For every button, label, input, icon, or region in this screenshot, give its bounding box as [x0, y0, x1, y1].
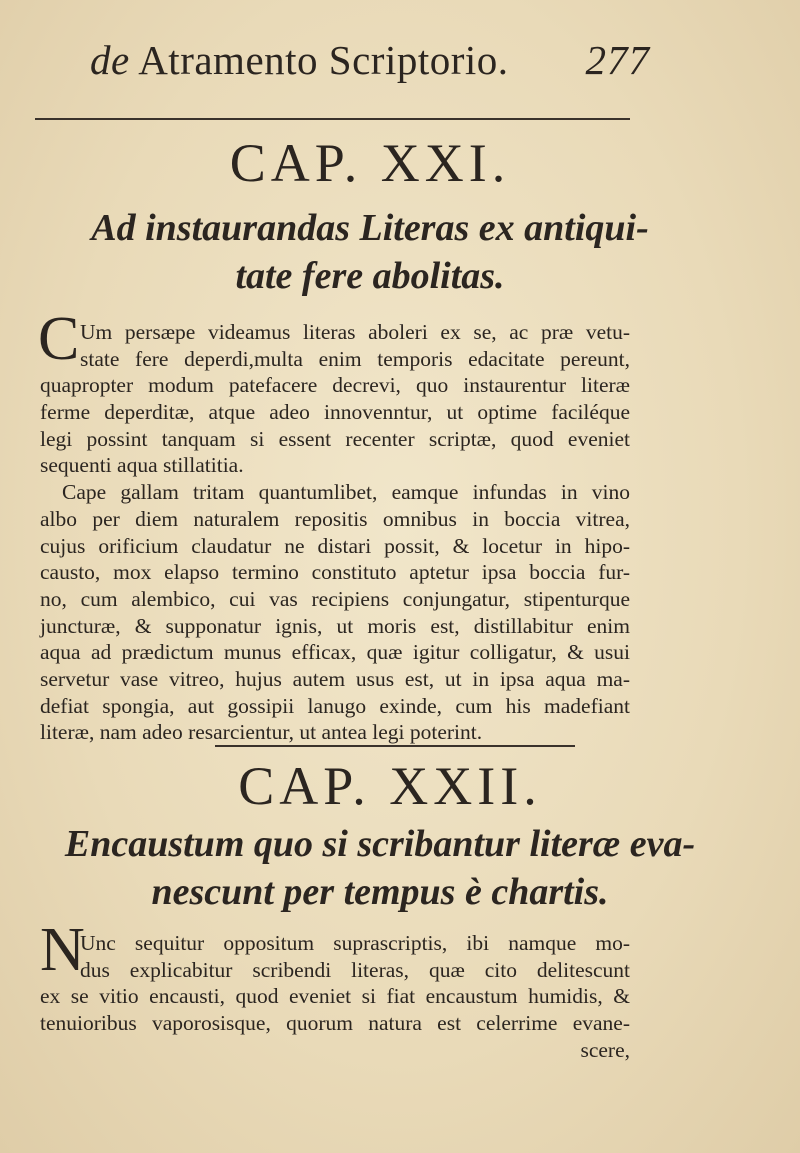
chapter-heading-22: CAP. XXII.	[238, 756, 542, 816]
text-line: literæ, nam adeo resarcientur, ut antea legi poterint.	[40, 720, 483, 745]
chapter-subtitle-21	[0, 204, 770, 300]
drop-cap-21: C	[38, 305, 80, 373]
text-line: servetur vase vitreo, hujus autem usus est, ut in ipsa aqua ma-	[40, 666, 630, 691]
chapter-subtitle-22	[0, 820, 780, 916]
text-line: aqua ad prædictum munus efficax, quæ igitur colligatur, & usui	[40, 640, 630, 665]
text-line: quapropter modum patefacere decrevi, quo instaurentur literæ	[40, 373, 630, 398]
running-head	[90, 36, 650, 86]
chapter-heading-21: CAP. XXI.	[229, 133, 511, 193]
text-line: Um persæpe videamus literas aboleri ex se, ac præ vetu-	[80, 320, 630, 344]
text-line: juncturæ, & supponatur ignis, ut moris est, distillabitur enim	[40, 613, 630, 638]
chapter-subtitle-21-line-1: Ad instaurandas Literas ex antiqui-	[91, 207, 649, 249]
text-line: ferme deperditæ, atque adeo innovenntur, ut optime faciléque	[40, 400, 630, 425]
text-line: Cape gallam tritam quantumlibet, eamque infundas in vino	[62, 480, 630, 505]
chapter-subtitle-22-line-1: Encaustum quo si scribantur literæ eva-	[64, 823, 696, 865]
text-line: ex se vitio encausti, quod eveniet si fiat encaustum humidis, &	[40, 984, 630, 1009]
chapter-subtitle-21-line-2: tate fere abolitas.	[235, 255, 505, 297]
header-rule	[35, 118, 630, 120]
catchword: scere,	[580, 1037, 630, 1062]
section-rule	[215, 745, 575, 747]
text-line: cujus orificium claudatur ne distari possit, & locetur in hipo-	[40, 533, 630, 558]
running-title	[90, 36, 509, 84]
text-line: albo per diem naturalem repositis omnibus in boccia vitrea,	[40, 506, 630, 531]
running-title-italic: de	[90, 37, 130, 83]
text-line: causto, mox elapso termino constituto aptetur ipsa boccia fur-	[40, 560, 630, 585]
drop-cap-22: N	[40, 916, 85, 984]
text-line: sequenti aqua stillatitia.	[40, 453, 244, 478]
text-line: Unc sequitur oppositum suprascriptis, ibi namque mo-	[80, 931, 630, 955]
chapter-21-body	[40, 319, 630, 746]
text-line: defiat spongia, aut gossipii lanugo exinde, cum his madefiant	[40, 693, 630, 718]
text-line: no, cum alembico, cui vas recipiens conjungatur, stipenturque	[40, 586, 630, 611]
text-line: dus explicabitur scribendi literas, quæ cito delitescunt	[80, 957, 630, 982]
text-line: legi possint tanquam si essent recenter scriptæ, quod eveniet	[40, 426, 630, 451]
chapter-subtitle-22-line-2: nescunt per tempus è chartis.	[151, 871, 609, 913]
chapter-22-body	[40, 930, 630, 1063]
page-number: 277	[585, 37, 650, 83]
running-title-roman: Atramento Scriptorio.	[138, 37, 509, 83]
text-line: state fere deperdi,multa enim temporis edacitate pereunt,	[80, 346, 630, 371]
text-line: tenuioribus vaporosisque, quorum natura est celerrime evane-	[40, 1011, 630, 1036]
